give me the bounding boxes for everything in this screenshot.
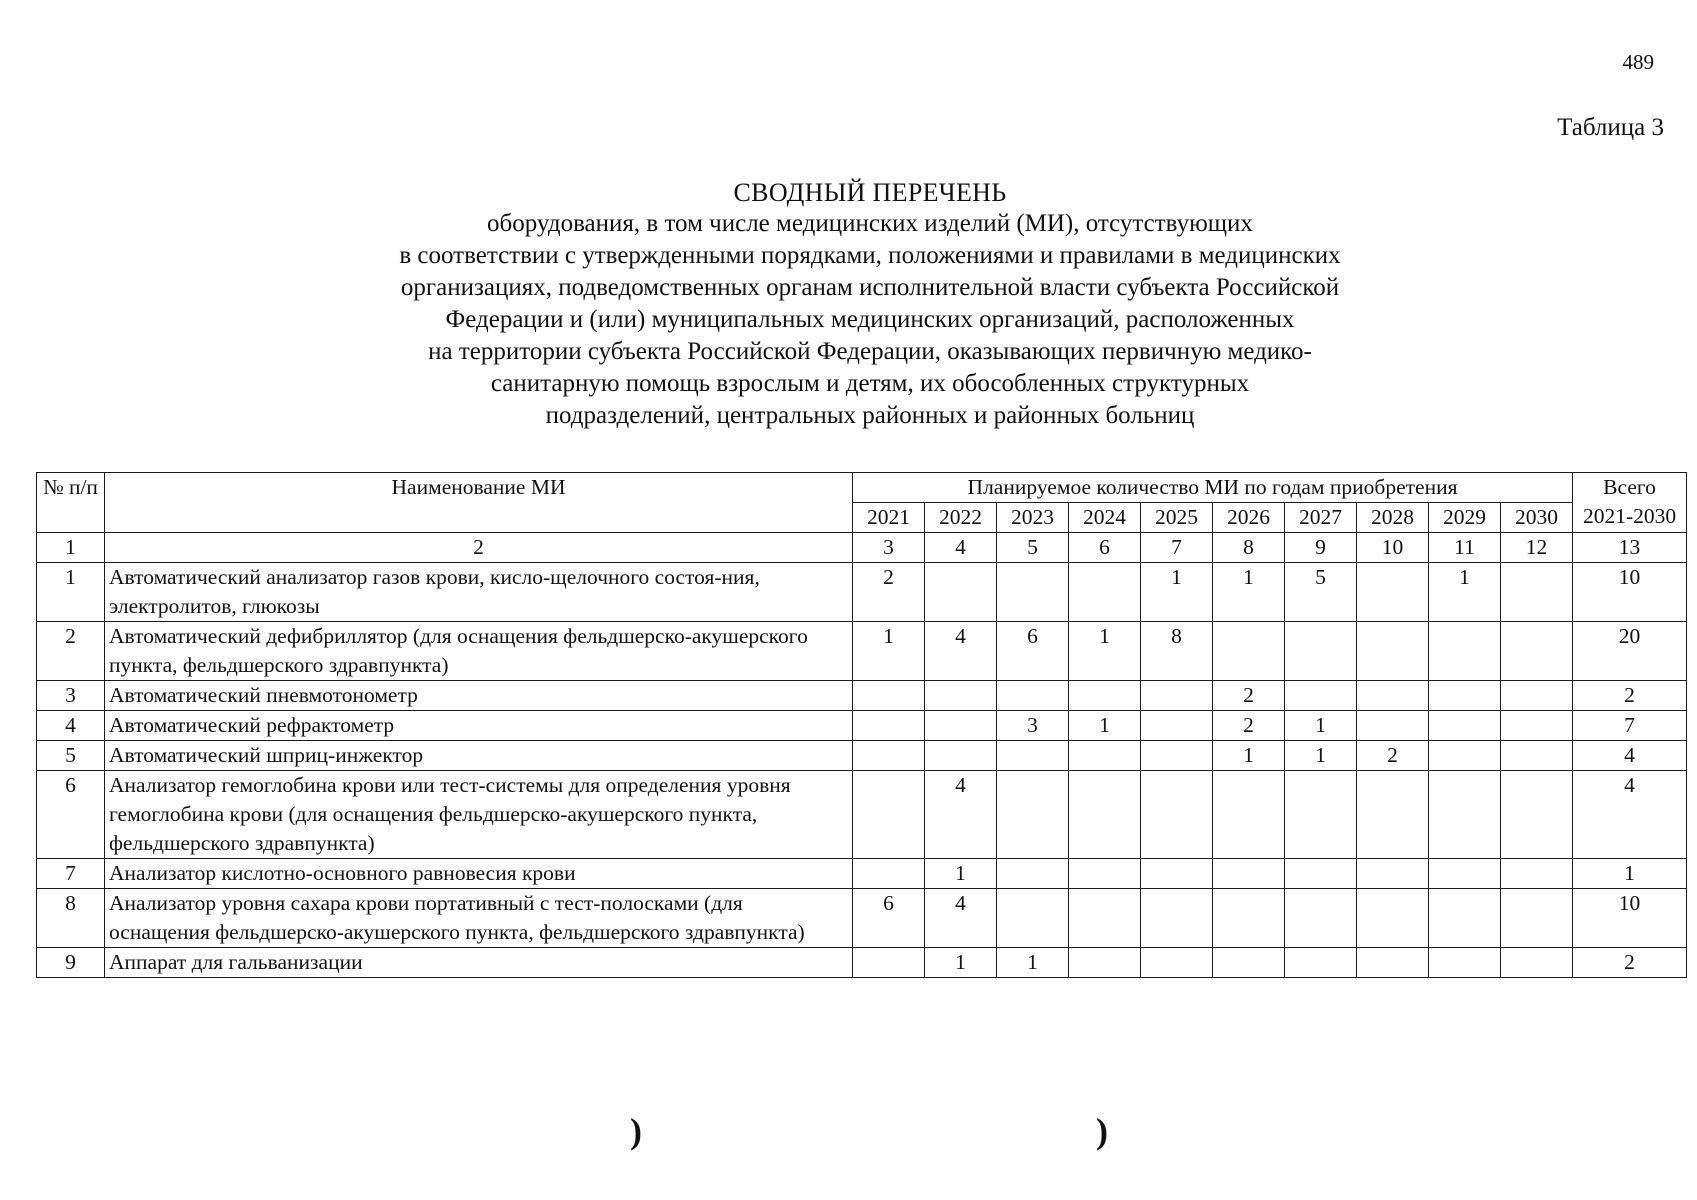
row-total: 20 xyxy=(1573,622,1687,681)
item-name: Автоматический дефибриллятор (для оснащения фельдшерско-акушерского пункта, фельдшерского здравпункта) xyxy=(105,622,853,681)
table-row xyxy=(37,563,1687,622)
year-quantity xyxy=(997,859,1069,889)
year-quantity xyxy=(1213,859,1285,889)
year-quantity xyxy=(1285,681,1357,711)
row-total: 4 xyxy=(1573,771,1687,859)
heading-line: в соответствии с утвержденными порядками, положениями и правилами в медицинских xyxy=(399,242,1341,269)
year-quantity xyxy=(1501,859,1573,889)
year-quantity xyxy=(997,771,1069,859)
year-quantity xyxy=(1285,771,1357,859)
year-quantity: 1 xyxy=(925,859,997,889)
column-number: 13 xyxy=(1573,533,1687,563)
item-name: Анализатор гемоглобина крови или тест-системы для определения уровня гемоглобина крови (для оснащения фельдшерско-акушерского пункта, фельдшерского здравпункта) xyxy=(105,771,853,859)
year-quantity xyxy=(853,681,925,711)
year-quantity: 6 xyxy=(853,889,925,948)
year-quantity: 2 xyxy=(1213,711,1285,741)
column-number: 7 xyxy=(1141,533,1213,563)
year-quantity: 2 xyxy=(1357,741,1429,771)
year-quantity xyxy=(1429,622,1501,681)
year-quantity xyxy=(853,948,925,978)
column-number: 8 xyxy=(1213,533,1285,563)
row-number: 7 xyxy=(37,859,105,889)
year-quantity xyxy=(1429,889,1501,948)
year-quantity: 5 xyxy=(1285,563,1357,622)
year-quantity xyxy=(1141,771,1213,859)
header-year: 2025 xyxy=(1141,503,1213,533)
year-quantity: 1 xyxy=(997,948,1069,978)
year-quantity: 1 xyxy=(1213,741,1285,771)
year-quantity: 4 xyxy=(925,889,997,948)
year-quantity xyxy=(1429,771,1501,859)
column-number: 11 xyxy=(1429,533,1501,563)
table-row xyxy=(37,681,1687,711)
heading-line: оборудования, в том числе медицинских изделий (МИ), отсутствующих xyxy=(487,210,1253,237)
year-quantity xyxy=(925,741,997,771)
item-name: Анализатор уровня сахара крови портативный с тест-полосками (для оснащения фельдшерско-акушерского пункта, фельдшерского здравпункта) xyxy=(105,889,853,948)
year-quantity xyxy=(853,859,925,889)
year-quantity xyxy=(925,563,997,622)
year-quantity xyxy=(1141,889,1213,948)
item-name: Анализатор кислотно-основного равновесия крови xyxy=(105,859,853,889)
row-total: 1 xyxy=(1573,859,1687,889)
table-body xyxy=(37,473,1687,978)
year-quantity xyxy=(1069,948,1141,978)
year-quantity xyxy=(997,681,1069,711)
year-quantity xyxy=(1357,948,1429,978)
year-quantity xyxy=(1069,681,1141,711)
year-quantity: 4 xyxy=(925,622,997,681)
header-num: № п/п xyxy=(37,473,105,533)
row-total: 10 xyxy=(1573,563,1687,622)
heading-line: организациях, подведомственных органам исполнительной власти субъекта Российской xyxy=(400,274,1340,301)
column-number: 4 xyxy=(925,533,997,563)
heading-line: Федерации и (или) муниципальных медицинских организаций, расположенных xyxy=(445,306,1295,333)
row-number: 1 xyxy=(37,563,105,622)
table-label: Таблица 3 xyxy=(1557,114,1664,141)
row-number: 5 xyxy=(37,741,105,771)
year-quantity xyxy=(1501,889,1573,948)
heading-title: СВОДНЫЙ ПЕРЕЧЕНЬ xyxy=(733,178,1007,207)
equipment-table xyxy=(36,472,1687,978)
header-year: 2026 xyxy=(1213,503,1285,533)
year-quantity xyxy=(1501,948,1573,978)
year-quantity xyxy=(925,681,997,711)
year-quantity xyxy=(1213,889,1285,948)
row-number: 9 xyxy=(37,948,105,978)
header-name: Наименование МИ xyxy=(105,473,853,533)
year-quantity: 1 xyxy=(853,622,925,681)
header-year: 2029 xyxy=(1429,503,1501,533)
column-number: 9 xyxy=(1285,533,1357,563)
year-quantity xyxy=(853,771,925,859)
heading-line: подразделений, центральных районных и районных больниц xyxy=(545,402,1195,429)
year-quantity xyxy=(1501,563,1573,622)
year-quantity: 2 xyxy=(853,563,925,622)
row-total: 4 xyxy=(1573,741,1687,771)
column-number: 5 xyxy=(997,533,1069,563)
year-quantity xyxy=(1213,622,1285,681)
year-quantity xyxy=(1429,948,1501,978)
year-quantity xyxy=(853,741,925,771)
table-row xyxy=(37,622,1687,681)
scan-mark: ) xyxy=(1096,1111,1108,1151)
year-quantity: 1 xyxy=(1069,711,1141,741)
year-quantity: 6 xyxy=(997,622,1069,681)
row-total: 2 xyxy=(1573,681,1687,711)
year-quantity: 1 xyxy=(1285,741,1357,771)
table-row xyxy=(37,948,1687,978)
year-quantity xyxy=(1429,711,1501,741)
item-name: Автоматический шприц-инжектор xyxy=(105,741,853,771)
year-quantity xyxy=(1501,741,1573,771)
row-total: 2 xyxy=(1573,948,1687,978)
year-quantity xyxy=(1141,711,1213,741)
heading-line: санитарную помощь взрослым и детям, их обособленных структурных xyxy=(490,370,1250,397)
year-quantity: 3 xyxy=(997,711,1069,741)
year-quantity xyxy=(1357,771,1429,859)
year-quantity xyxy=(1429,741,1501,771)
page-number: 489 xyxy=(1622,50,1654,74)
year-quantity xyxy=(1501,622,1573,681)
year-quantity: 1 xyxy=(1069,622,1141,681)
table-row xyxy=(37,889,1687,948)
document-heading xyxy=(300,178,1440,432)
row-number: 2 xyxy=(37,622,105,681)
year-quantity xyxy=(1285,622,1357,681)
header-row xyxy=(37,473,1687,503)
year-quantity xyxy=(1357,563,1429,622)
table-row xyxy=(37,711,1687,741)
header-year: 2028 xyxy=(1357,503,1429,533)
year-quantity xyxy=(997,741,1069,771)
column-number: 3 xyxy=(853,533,925,563)
year-quantity xyxy=(1141,741,1213,771)
column-number: 1 xyxy=(37,533,105,563)
year-quantity xyxy=(1357,622,1429,681)
year-quantity xyxy=(1357,889,1429,948)
year-quantity xyxy=(1141,859,1213,889)
year-quantity: 1 xyxy=(1213,563,1285,622)
column-number-row xyxy=(37,533,1687,563)
row-number: 3 xyxy=(37,681,105,711)
year-quantity xyxy=(1069,563,1141,622)
header-total: Всего 2021-2030 xyxy=(1573,473,1687,533)
item-name: Автоматический анализатор газов крови, кисло-щелочного состоя-ния, электролитов, глюкозы xyxy=(105,563,853,622)
column-number: 2 xyxy=(105,533,853,563)
year-quantity: 1 xyxy=(1429,563,1501,622)
row-total: 10 xyxy=(1573,889,1687,948)
year-quantity xyxy=(1357,711,1429,741)
table-row xyxy=(37,859,1687,889)
header-year: 2021 xyxy=(853,503,925,533)
year-quantity: 8 xyxy=(1141,622,1213,681)
item-name: Автоматический пневмотонометр xyxy=(105,681,853,711)
year-quantity: 2 xyxy=(1213,681,1285,711)
year-quantity: 1 xyxy=(925,948,997,978)
scan-mark: ) xyxy=(630,1111,642,1151)
year-quantity xyxy=(1357,681,1429,711)
year-quantity xyxy=(1501,771,1573,859)
header-year: 2030 xyxy=(1501,503,1573,533)
header-year: 2024 xyxy=(1069,503,1141,533)
year-quantity xyxy=(1501,681,1573,711)
year-quantity xyxy=(1141,948,1213,978)
year-quantity xyxy=(925,711,997,741)
year-quantity xyxy=(1069,889,1141,948)
year-quantity xyxy=(1357,859,1429,889)
year-quantity xyxy=(1429,681,1501,711)
table-row xyxy=(37,771,1687,859)
column-number: 12 xyxy=(1501,533,1573,563)
row-number: 8 xyxy=(37,889,105,948)
column-number: 10 xyxy=(1357,533,1429,563)
year-quantity xyxy=(1069,771,1141,859)
header-year: 2022 xyxy=(925,503,997,533)
year-quantity xyxy=(1213,948,1285,978)
year-quantity xyxy=(1429,859,1501,889)
year-quantity: 4 xyxy=(925,771,997,859)
table-row xyxy=(37,741,1687,771)
year-quantity xyxy=(1501,711,1573,741)
header-year: 2023 xyxy=(997,503,1069,533)
year-quantity xyxy=(1285,859,1357,889)
heading-line: на территории субъекта Российской Федерации, оказывающих первичную медико- xyxy=(428,338,1312,365)
year-quantity xyxy=(1141,681,1213,711)
year-quantity xyxy=(1069,741,1141,771)
year-quantity xyxy=(1285,948,1357,978)
year-quantity xyxy=(1285,889,1357,948)
year-quantity: 1 xyxy=(1285,711,1357,741)
item-name: Аппарат для гальванизации xyxy=(105,948,853,978)
row-number: 6 xyxy=(37,771,105,859)
year-quantity xyxy=(1069,859,1141,889)
year-quantity: 1 xyxy=(1141,563,1213,622)
year-quantity xyxy=(853,711,925,741)
header-year: 2027 xyxy=(1285,503,1357,533)
item-name: Автоматический рефрактометр xyxy=(105,711,853,741)
column-number: 6 xyxy=(1069,533,1141,563)
row-number: 4 xyxy=(37,711,105,741)
year-quantity xyxy=(1213,771,1285,859)
year-quantity xyxy=(997,889,1069,948)
year-quantity xyxy=(997,563,1069,622)
row-total: 7 xyxy=(1573,711,1687,741)
header-planned: Планируемое количество МИ по годам приобретения xyxy=(853,473,1573,503)
